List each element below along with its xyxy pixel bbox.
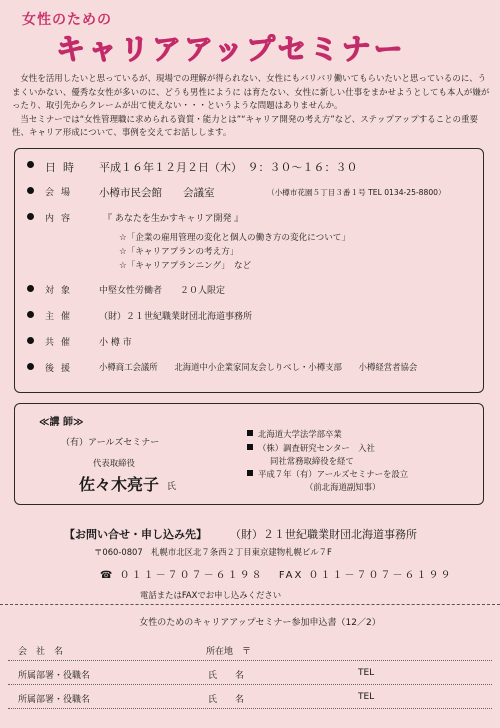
info-value: 小 樽 市 xyxy=(99,338,132,348)
info-label: 共催 xyxy=(45,338,78,348)
content-item: ☆「キャリアプランニング」 など xyxy=(119,261,252,271)
lecturer-heading: ≪講 師≫ xyxy=(39,417,84,428)
contact-address: 〒060-0807 札幌市北区北７条西２丁目東京建物札幌ビル７F xyxy=(94,547,332,557)
content-item: ☆「キャリアプランの考え方」 xyxy=(119,247,239,257)
square-bullet-icon xyxy=(247,470,253,476)
info-value: 小樽市民会館 会議室 xyxy=(99,187,215,199)
intro-paragraph-1: 女性を活用したいと思っているが、現場での理解が得られない、女性にもバリバリ働いてもらいたいと思っているのに、うまくいかない、優秀な女性が多いのに、どうも男性にように は育たない、女性に新しい仕事をまかせようとしても本人が嫌がったり、取引先からクレームが出て使えない・・・というような問題はありませんか。 xyxy=(12,73,490,111)
dept-label: 所属部署・役職名 xyxy=(18,695,91,705)
bullet-icon xyxy=(27,337,34,344)
contact-fax: FAX ０１１－７０７－６１９９ xyxy=(278,570,453,581)
contact-phone xyxy=(100,566,453,581)
form-row-company xyxy=(8,638,492,661)
info-value: 中堅女性労働者 ２０人限定 xyxy=(99,286,226,296)
seminar-info-box xyxy=(14,148,484,393)
lecturer-name: 佐々木亮子 xyxy=(79,475,160,494)
lecturer-role: 代表取締役 xyxy=(93,458,135,468)
content-item: ☆「企業の雇用管理の変化と個人の働き方の変化について」 xyxy=(119,233,350,243)
info-value: 平成１６年１２月２日（木） ９：３０～１６：３０ xyxy=(99,161,358,174)
contact-tel: ０１１－７０７－６１９８ xyxy=(119,570,264,581)
career-item: 北海道大学法学部卒業 xyxy=(247,428,342,440)
contact-org: （財）２１世紀職業財団北海道事務所 xyxy=(230,528,417,541)
page-title: キャリアアップセミナー xyxy=(56,32,406,66)
bullet-icon xyxy=(27,311,34,318)
contact-heading: 【お問い合せ・申し込み先】 xyxy=(64,528,207,541)
location-label: 所在地 〒 xyxy=(206,647,252,657)
career-item: 平成７年（有）アールズセミナーを設立 xyxy=(247,468,408,480)
form-title: 女性のためのキャリアアップセミナー参加申込書（12／2） xyxy=(139,618,381,628)
bullet-icon xyxy=(27,213,34,220)
square-bullet-icon xyxy=(247,430,253,436)
intro-paragraph-2: 当セミナーでは“女性管理職に求められる資質・能力とは”“キャリア開発の考え方”など、ステップアップすることの重要性、キャリア形成について、事例を交えてお話しします。 xyxy=(12,113,479,138)
bullet-icon xyxy=(27,363,34,370)
info-label: 会場 xyxy=(45,188,78,198)
career-item: 同社常務取締役を経て xyxy=(270,456,354,466)
tel-label: TEL xyxy=(358,692,375,702)
venue-address: （小樽市花園５丁目３番１号 TEL 0134-25-8800） xyxy=(267,188,446,197)
info-value: 『 あなたを生かすキャリア開発 』 xyxy=(103,214,244,224)
dept-label: 所属部署・役職名 xyxy=(18,671,91,681)
info-label: 日時 xyxy=(45,161,81,174)
contact-note: 電話またはFAXでお申し込みください xyxy=(140,590,282,600)
bullet-icon xyxy=(27,285,34,292)
career-item: （株）調査研究センター 入社 xyxy=(247,442,375,454)
bullet-icon xyxy=(27,187,34,194)
career-item: （前北海道副知事） xyxy=(305,482,381,492)
lecturer-box xyxy=(14,403,484,505)
info-label: 内容 xyxy=(45,214,78,224)
name-label: 氏 名 xyxy=(208,695,245,705)
company-label: 会 社 名 xyxy=(18,647,64,657)
lecturer-honorific: 氏 xyxy=(167,482,177,492)
intro-text xyxy=(12,72,490,140)
header-subtitle: 女性のための xyxy=(22,12,112,28)
info-value: （財）２１世紀職業財団北海道事務所 xyxy=(99,312,253,322)
form-row-applicant-1 xyxy=(8,662,492,685)
info-label: 対象 xyxy=(45,286,78,296)
square-bullet-icon xyxy=(247,444,253,450)
info-value: 小樽商工会議所 北海道中小企業家同友会しりべし・小樽支部 小樽経営者協会 xyxy=(99,362,418,372)
form-row-applicant-2 xyxy=(8,686,492,709)
phone-icon: ☎ xyxy=(100,570,115,581)
cut-line xyxy=(0,604,500,605)
info-label: 主催 xyxy=(45,312,78,322)
name-label: 氏 名 xyxy=(208,671,245,681)
info-label: 後援 xyxy=(45,364,78,374)
lecturer-company: （有）アールズセミナー xyxy=(61,438,160,448)
bullet-icon xyxy=(27,161,34,168)
tel-label: TEL xyxy=(358,668,375,678)
